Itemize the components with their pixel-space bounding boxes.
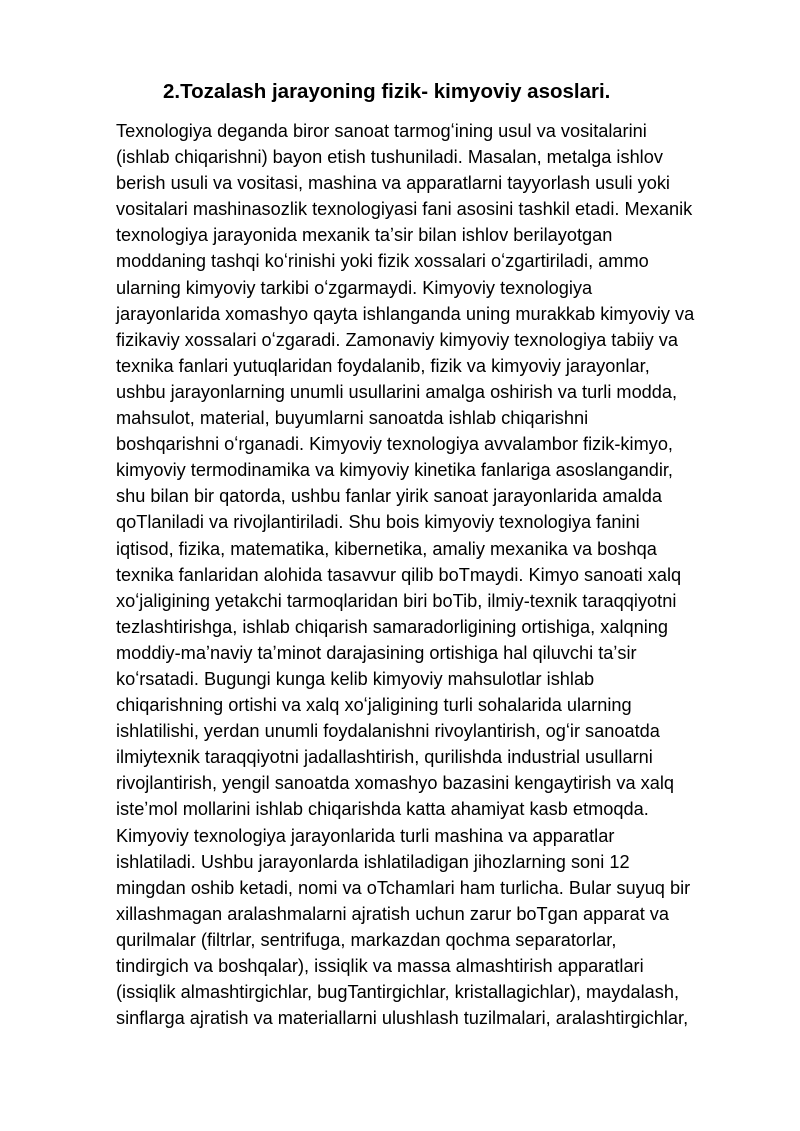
body-line: mingdan oshib ketadi, nomi va oTchamlari ham turlicha. Bular suyuq bir xyxy=(116,877,691,898)
body-line: jarayonlarida xomashyo qayta ishlanganda uning murakkab kimyoviy va xyxy=(116,303,695,324)
body-line: texnika fanlaridan alohida tasavvur qilib boTmaydi. Kimyo sanoati xalq xyxy=(116,564,682,585)
body-line: iqtisod, fizika, matematika, kibernetika, amaliy mexanika va boshqa xyxy=(116,538,657,559)
body-line: fizikaviy xossalari oʻzgaradi. Zamonaviy kimyoviy texnologiya tabiiy va xyxy=(116,329,679,350)
body-line: chiqarishning ortishi va xalq xoʻjaligining turli sohalarida ularning xyxy=(116,695,632,716)
body-line: Kimyoviy texnologiya jarayonlarida turli mashina va apparatlar xyxy=(116,825,615,846)
body-line: xoʻjaligining yetakchi tarmoqlaridan biri boTib, ilmiy-texnik taraqqiyotni xyxy=(116,590,677,611)
body-line: qurilmalar (filtrlar, sentrifuga, markazdan qochma separatorlar, xyxy=(116,929,617,950)
body-line: rivojlantirish, yengil sanoatda xomashyo bazasini kengaytirish va xalq xyxy=(116,773,675,794)
body-line: (issiqlik almashtirgichlar, bugTantirgichlar, kristallagichlar), maydalash, xyxy=(116,982,680,1003)
document-body xyxy=(116,118,756,1031)
body-line: sinflarga ajratish va materiallarni ulushlash tuzilmalari, aralashtirgichlar, xyxy=(116,1008,689,1029)
body-line: xillashmagan aralashmalarni ajratish uchun zarur boTgan apparat va xyxy=(116,903,670,924)
body-line: koʻrsatadi. Bugungi kunga kelib kimyoviy mahsulotlar ishlab xyxy=(116,668,595,689)
body-line: moddaning tashqi koʻrinishi yoki fizik xossalari oʻzgartiriladi, ammo xyxy=(116,251,649,272)
body-line: tezlashtirishga, ishlab chiqarish samaradorligining ortishiga, xalqning xyxy=(116,616,668,637)
body-line: ushbu jarayonlarning unumli usullarini amalga oshirish va turli modda, xyxy=(116,381,678,402)
body-line: texnologiya jarayonida mexanik taʼsir bilan ishlov berilayotgan xyxy=(116,225,613,246)
body-line: ishlatilishi, yerdan unumli foydalanishni rivoylantirish, ogʻir sanoatda xyxy=(116,721,660,742)
body-line: texnika fanlari yutuqlaridan foydalanib, fizik va kimyoviy jarayonlar, xyxy=(116,355,650,376)
body-line: ishlatiladi. Ushbu jarayonlarda ishlatiladigan jihozlarning soni 12 xyxy=(116,851,630,872)
body-line: berish usuli va vositasi, mashina va apparatlarni tayyorlash usuli yoki xyxy=(116,173,670,194)
body-line: mahsulot, material, buyumlarni sanoatda ishlab chiqarishni xyxy=(116,408,589,429)
body-line: (ishlab chiqarishni) bayon etish tushuniladi. Masalan, metalga ishlov xyxy=(116,147,663,168)
body-line: shu bilan bir qatorda, ushbu fanlar yirik sanoat jarayonlarida amalda xyxy=(116,486,662,507)
body-line: tindirgich va boshqalar), issiqlik va massa almashtirish apparatlari xyxy=(116,956,644,976)
body-line: Texnologiya deganda biror sanoat tarmogʻining usul va vositalarini xyxy=(116,121,647,141)
body-line: ilmiytexnik taraqqiyotni jadallashtirish, qurilishda industrial usullarni xyxy=(116,747,653,768)
body-line: qoTlaniladi va rivojlantiriladi. Shu bois kimyoviy texnologiya fanini xyxy=(116,512,640,533)
body-line: boshqarishni oʻrganadi. Kimyoviy texnologiya avvalambor fizik-kimyo, xyxy=(116,434,673,455)
body-line: vositalari mashinasozlik texnologiyasi fani asosini tashkil etadi. Mexanik xyxy=(116,199,693,220)
body-line: ularning kimyoviy tarkibi oʻzgarmaydi. Kimyoviy texnologiya xyxy=(116,277,593,298)
body-line: moddiy-maʼnaviy taʼminot darajasining ortishiga hal qiluvchi taʼsir xyxy=(116,642,637,663)
body-line: kimyoviy termodinamika va kimyoviy kinetika fanlariga asoslangandir, xyxy=(116,460,673,481)
document-title: 2.Tozalash jarayoning fizik- kimyoviy asoslari. xyxy=(163,80,611,103)
body-line: isteʼmol mollarini ishlab chiqarishda katta ahamiyat kasb etmoqda. xyxy=(116,799,649,820)
